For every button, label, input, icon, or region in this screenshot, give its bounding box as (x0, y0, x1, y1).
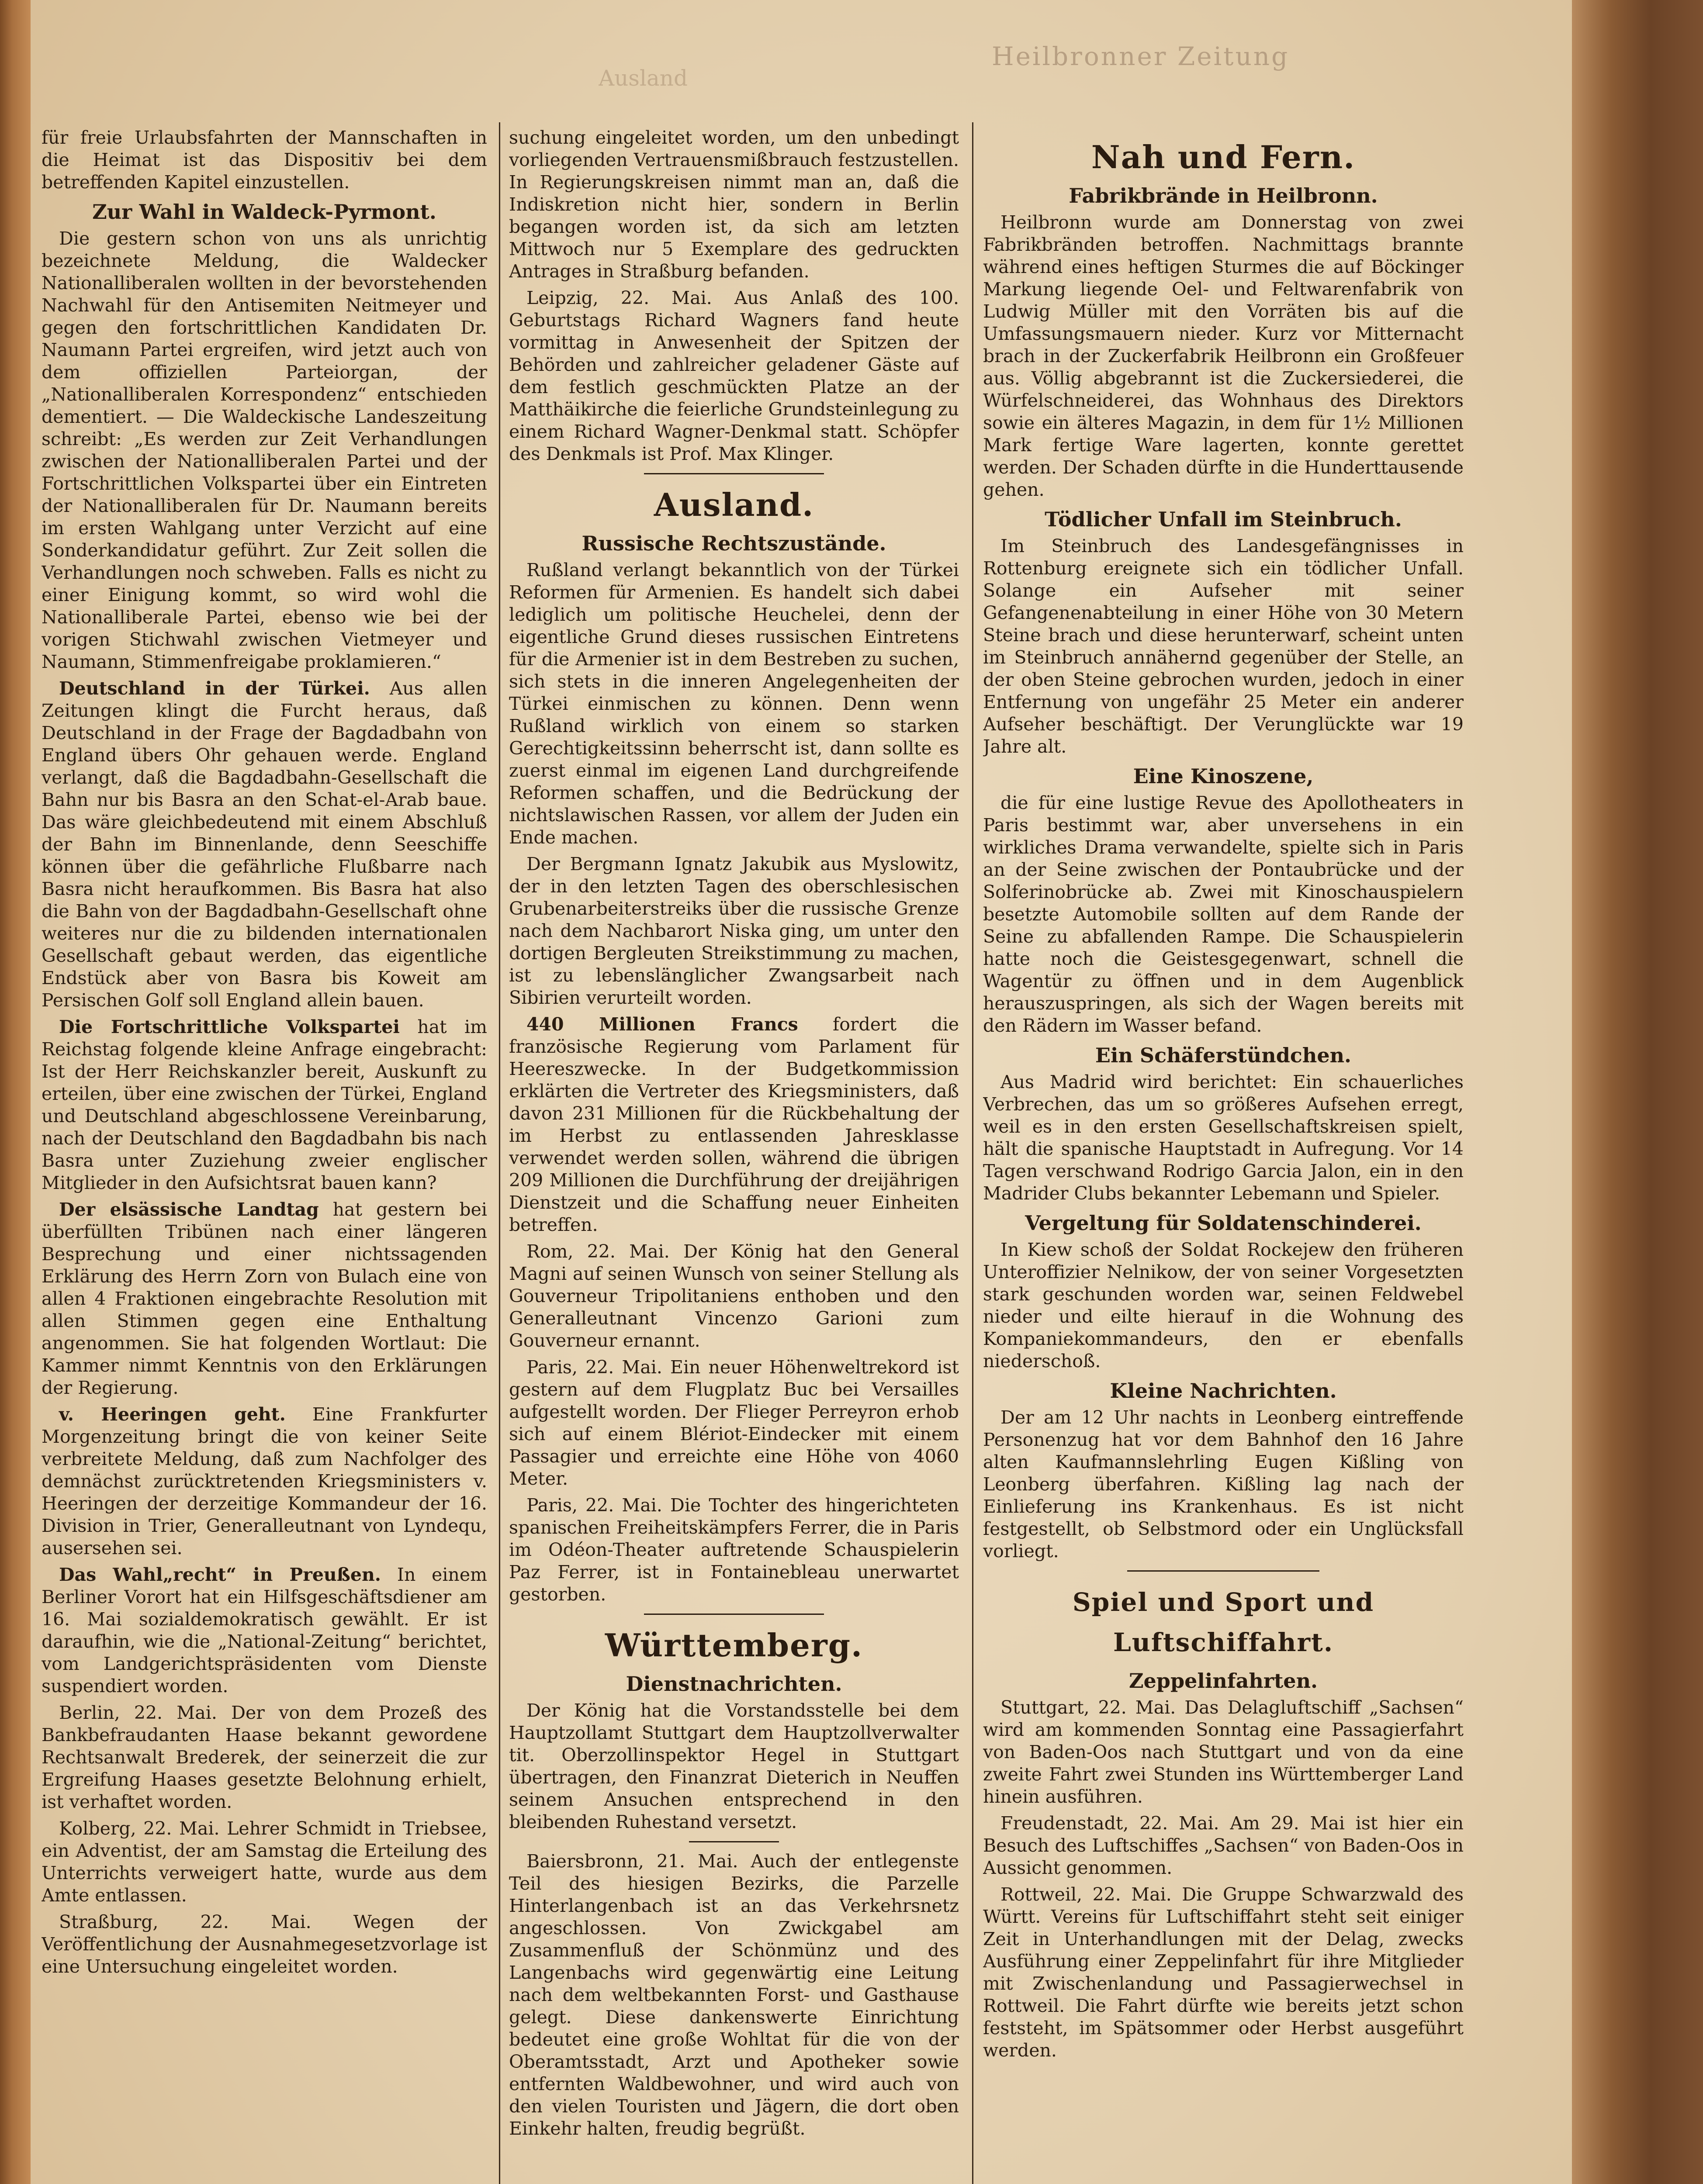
section-heading-wuerttemberg: Württemberg. (605, 1627, 863, 1664)
section-divider (644, 1614, 824, 1615)
article-waldeck: Die gestern schon von uns als unrichtig bezeichnete Meldung, die Waldecker Nationalliberalen wollten in der bevorstehenden Nachwahl für den Antisemiten Neitmeyer und gegen den fortschrittlichen Kandidaten Dr. Naumann Partei ergreifen, wird jetzt auch von dem offiziellen Parteiorgan, der „Nationalliberalen Korrespondenz“ entschieden dementiert. — Die Waldeckische Landeszeitung schreibt: „Es werden zur Zeit Verhandlungen zwischen der Nationalliberalen Partei und der Fortschrittlichen Volkspartei über ein Eintreten der Nationalliberalen für Dr. Naumann bereits im ersten Wahlgang unter Verzicht auf eine Sonderkandidatur geführt. Zur Zeit sollen die Verhandlungen noch schweben. Falls es nicht zu einer Einigung kommt, so wird wohl die Nationalliberale Partei, ebenso wie bei der vorigen Stichwahl zwischen Vietmeyer und Naumann, Stimmenfreigabe proklamieren.“ (42, 228, 487, 672)
lead-landtag: Der elsässische Landtag (59, 1199, 319, 1220)
heading-kinoszene: Eine Kinoszene, (1133, 764, 1314, 788)
column-rule-left (499, 122, 500, 2184)
page-edge-stack (1572, 0, 1703, 2184)
article-leipzig: Leipzig, 22. Mai. Aus Anlaß des 100. Geburtstags Richard Wagners fand heute vormittag in Anwesenheit der Spitzen der Behörden und zahlreicher geladener Gäste auf dem festlich geschmückten Platze an der Matthäikirche die feierliche Grundsteinlegung zu einem Richard Wagner-Denkmal statt. Schöpfer des Denkmals ist Prof. Max Klinger. (509, 287, 959, 464)
article-strassburg: Straßburg, 22. Mai. Wegen der Veröffentlichung der Ausnahmegesetzvorlage ist eine Untersuchung eingeleitet worden. (42, 1911, 487, 1977)
article-zeppelin-stuttgart: Stuttgart, 22. Mai. Das Delagluftschiff „Sachsen“ wird am kommenden Sonntag eine Passagierfahrt von Baden-Oos nach Stuttgart und von da eine zweite Fahrt zwei Stunden ins Württemberger Land hinein ausführen. (983, 1697, 1464, 1807)
article-schaeferstuendchen: Aus Madrid wird berichtet: Ein schauerliches Verbrechen, das um so größeres Aufsehen erregt, weil es in den ersten Gesellschaftskreisen spielt, hält die spanische Hauptstadt in Aufregung. Vor 14 Tagen verschwand Rodrigo Garcia Jalon, ein in den Madrider Clubs bekannter Lebemann und Spieler. (983, 1071, 1464, 1204)
article-turkei: Aus allen Zeitungen klingt die Furcht heraus, daß Deutschland in der Frage der Bagdadbahn von England übers Ohr gehauen werde. England verlangt, daß die Bagdadbahn-Gesellschaft die Bahn nur bis Basra an den Schat-el-Arab baue. Das wäre gleichbedeutend mit einem Abschluß der Bahn im Binnenlande, denn Seeschiffe können über die gefährliche Flußbarre nach Basra nicht heraufkommen. Bis Basra hat also die Bahn von der Bagdadbahn-Gesellschaft ohne weiteres nur die zu bildenden internationalen Gesellschaft gebaut werden, das eigentliche Endstück aber von Basra bis Koweit am Persischen Golf soll England allein bauen. (42, 678, 487, 1011)
section-divider (644, 473, 824, 474)
running-head: Heilbronner Zeitung (992, 41, 1290, 71)
article-wahlrecht: In einem Berliner Vorort hat ein Hilfsgeschäftsdiener am 16. Mai sozialdemokratisch gewählt. Er ist daraufhin, wie die „National-Zeitung“ berichtet, vom Landgerichtspräsidenten vom Dienste suspendiert worden. (42, 1564, 487, 1697)
heading-russland: Russische Rechtszustände. (582, 532, 886, 555)
section-heading-ausland: Ausland. (654, 486, 814, 523)
heading-vergeltung: Vergeltung für Soldatenschinderei. (1025, 1211, 1422, 1235)
article-heeringen: Eine Frankfurter Morgenzeitung bringt die von keiner Seite verbreitete Meldung, daß zum Nachfolger des demnächst zurücktretenden Kriegsministers v. Heeringen der derzeitige Kommandeur der 16. Division in Trier, Generalleutnant von Lyndequ, ausersehen sei. (42, 1404, 487, 1559)
article-berlin: Berlin, 22. Mai. Der von dem Prozeß des Bankbefraudanten Haase bekannt gewordene Rechtsanwalt Brederek, der seinerzeit die zur Ergreifung Haases gesetzte Belohnung erhielt, ist verhaftet worden. (42, 1702, 487, 1812)
section-heading-sport: Spiel und Sport und Luftschiffahrt. (1072, 1587, 1374, 1657)
heading-unfall: Tödlicher Unfall im Steinbruch. (1045, 508, 1402, 531)
article-russland: Rußland verlangt bekanntlich von der Türkei Reformen für Armenien. Es handelt sich dabei lediglich um politische Heuchelei, denn der eigentliche Grund dieses russischen Eintretens für die Armenier ist in dem Bestreben zu suchen, sich stets in die inneren Angelegenheiten der Türkei einmischen zu können. Denn wenn Rußland wirklich von einem so starken Gerechtigkeitssinn beherrscht ist, dann sollte es zuerst einmal im eigenen Land durchgreifende Reformen schaffen, und die Bedrückung der nichtslawischen Rassen, vor allem der Juden ein Ende machen. (509, 560, 959, 848)
lead-heeringen: v. Heeringen geht. (59, 1404, 286, 1425)
lead-frankreich: 440 Millionen Francs (526, 1014, 798, 1035)
column-rule-right (972, 122, 973, 2184)
article-unfall: Im Steinbruch des Landesgefängnisses in Rottenburg ereignete sich ein tödlicher Unfall. Solange ein Aufseher mit seiner Gefangenenabteilung in einer Höhe von 30 Metern Steine brach und diese herunterwarf, scheint unten im Steinbruch annähernd gegenüber der Stelle, an der oben Steine gebrochen wurden, jedoch in einer Entfernung von ungefähr 25 Meter ein anderer Aufseher beschäftigt. Der Verunglückte war 19 Jahre alt. (983, 536, 1464, 757)
article-paris: Paris, 22. Mai. Ein neuer Höhenweltrekord ist gestern auf dem Flugplatz Buc bei Versailles aufgestellt worden. Der Flieger Perreyron erhob sich auf einem Blériot-Eindecker mit einem Passagier und erreichte eine Höhe von 4060 Meter. (509, 1357, 959, 1489)
heading-fabrikbraende: Fabrikbrände in Heilbronn. (1069, 184, 1378, 207)
article-kleine-nachrichten: Der am 12 Uhr nachts in Leonberg eintreffende Personenzug hat vor dem Bahnhof den 16 Jahre alten Kaufmannslehrling Eugen Kißling von Leonberg überfahren. Kißling lag nach der Einlieferung ins Krankenhaus. Es ist nicht festgestellt, ob Selbstmord oder ein Unglücksfall vorliegt. (983, 1407, 1464, 1562)
column-3 (983, 127, 1464, 2184)
article-zeppelin-rottweil: Rottweil, 22. Mai. Die Gruppe Schwarzwald des Württ. Vereins für Luftschiffahrt steht seit einiger Zeit in Unterhandlungen mit der Delag, zwecks Ausführung einer Zeppelinfahrt für ihre Mitglieder mit Zwischenlandung und Passagierwechsel in Rottweil. Die Fahrt dürfte wie bereits jetzt schon feststeht, im Spätsommer oder Herbst ausgeführt werden. (983, 1884, 1464, 2061)
article-dienstnachrichten: Der König hat die Vorstandsstelle bei dem Hauptzollamt Stuttgart dem Hauptzollverwalter tit. Oberzollinspektor Hegel in Stuttgart übertragen, den Finanzrat Dieterich in Neuffen seinem Ansuchen entsprechend in den bleibenden Ruhestand versetzt. (509, 1700, 959, 1832)
article-kinoszene: die für eine lustige Revue des Apollotheaters in Paris bestimmt war, aber unversehens in ein wirkliches Drama verwandelte, spielte sich in Paris an der Seine zwischen der Pontaubrücke und der Solferinobrücke ab. Zwei mit Kinoschauspielern besetzte Automobile sollten auf dem Rande der Seine zu abfallenden Rampe. Die Schauspielerin hatte noch die Geistesgegenwart, schnell die Wagentür zu öffnen und in dem Augenblick herauszuspringen, als sich der Wagen bereits mit den Rädern im Wasser befand. (983, 792, 1464, 1036)
heading-kleine-nachrichten: Kleine Nachrichten. (1110, 1379, 1337, 1403)
intro-paragraph: für freie Urlaubsfahrten der Mannschaften in die Heimat ist das Dispositiv bei dem betreffenden Kapitel einzustellen. (42, 127, 487, 193)
article-strassburg-cont: suchung eingeleitet worden, um den unbedingt vorliegenden Vertrauensmißbrauch festzustellen. In Regierungskreisen nimmt man an, daß die Indiskretion nicht hier, sondern in Berlin begangen worden ist, da sich am letzten Mittwoch nur 5 Exemplare des gedruckten Antrages in Straßburg befanden. (509, 127, 959, 282)
lead-wahlrecht: Das Wahl„recht“ in Preußen. (59, 1564, 381, 1585)
article-zeppelin-freudenstadt: Freudenstadt, 22. Mai. Am 29. Mai ist hier ein Besuch des Luftschiffes „Sachsen“ von Baden-Oos in Aussicht genommen. (983, 1813, 1464, 1878)
heading-schaeferstuendchen: Ein Schäferstündchen. (1095, 1044, 1352, 1067)
heading-zeppelinfahrten: Zeppelinfahrten. (1128, 1669, 1318, 1693)
article-frankreich: fordert die französische Regierung vom Parlament für Heereszwecke. In der Budgetkommission erklärten die Vertreter des Kriegsministers, daß davon 231 Millionen für die Rückbehaltung der im Herbst zu entlassenden Jahresklasse verwendet werden sollen, während die übrigen 209 Millionen die Durchführung der dreijährigen Dienstzeit und die Schaffung neuer Einheiten betreffen. (509, 1014, 959, 1235)
article-fabrikbraende: Heilbronn wurde am Donnerstag von zwei Fabrikbränden betroffen. Nachmittags brannte während eines heftigen Sturmes die auf Böckinger Markung liegende Oel- und Feltwarenfabrik von Ludwig Müller mit den Vorräten bis auf die Umfassungsmauern nieder. Kurz vor Mitternacht brach in der Zuckerfabrik Heilbronn ein Großfeuer aus. Völlig abgebrannt ist die Zuckersiederei, die Würfelschneiderei, das Wohnhaus des Direktors sowie ein älteres Magazin, in dem für 1½ Millionen Mark fertige Ware lagerten, konnte gerettet werden. Der Schaden dürfte in die Hunderttausende gehen. (983, 212, 1464, 500)
article-kolberg: Kolberg, 22. Mai. Lehrer Schmidt in Triebsee, ein Adventist, der am Samstag die Erteilung des Unterrichts verweigert hatte, wurde aus dem Amte entlassen. (42, 1818, 487, 1906)
section-heading-nah-und-fern: Nah und Fern. (1091, 138, 1356, 176)
book-spine (0, 0, 31, 2184)
article-russland-2: Der Bergmann Ignatz Jakubik aus Myslowitz, der in den letzten Tagen des oberschlesischen Grubenarbeiterstreiks über die russische Grenze nach dem Nachbarort Niska ging, um unter den dortigen Bergleuten Streikstimmung zu machen, ist zu lebenslänglicher Zwangsarbeit nach Sibirien verurteilt worden. (509, 854, 959, 1008)
column-2 (509, 127, 959, 2184)
section-divider (1127, 1570, 1319, 1572)
lead-fvp: Die Fortschrittliche Volkspartei (59, 1016, 400, 1037)
column-1 (42, 127, 487, 2184)
article-paris-2: Paris, 22. Mai. Die Tochter des hingerichteten spanischen Freiheitskämpfers Ferrer, die in Paris im Odéon-Theater auftretende Schauspielerin Paz Ferrer, ist in Fontainebleau unerwartet gestorben. (509, 1495, 959, 1605)
lead-turkei: Deutschland in der Türkei. (59, 678, 370, 699)
section-divider (689, 1841, 779, 1842)
article-fvp: hat im Reichstag folgende kleine Anfrage eingebracht: Ist der Herr Reichskanzler bereit, Auskunft zu erteilen, über eine zwischen der Türkei, England und Deutschland abgeschlossene Vereinbarung, nach der Deutschland den Bagdadbahn bis nach Basra unter Zuziehung zweier englischer Mitglieder in den Aufsichtsrat bauen kann? (42, 1016, 487, 1193)
article-rom: Rom, 22. Mai. Der König hat den General Magni auf seinen Wunsch von seiner Stellung als Gouverneur Tripolitaniens enthoben und den Generalleutnant Vincenzo Garioni zum Gouverneur ernannt. (509, 1241, 959, 1351)
bleed-through-text: Ausland (599, 66, 688, 91)
article-baiersbronn: Baiersbronn, 21. Mai. Auch der entlegenste Teil des hiesigen Bezirks, die Parzelle Hinterlangenbach ist an das Verkehrsnetz angeschlossen. Von Zwickgabel am Zusammenfluß der Schönmünz und des Langenbachs wird gegenwärtig eine Leitung nach dem weltbekannten Forst- und Gasthause gelegt. Diese dankenswerte Einrichtung bedeutet eine große Wohltat für die von der Oberamtsstadt, Arzt und Apotheker sowie entfernten Waldbewohner, und wird auch von den vielen Touristen und Jägern, die dort oben Einkehr halten, freudig begrüßt. (509, 1851, 959, 2139)
heading-waldeck: Zur Wahl in Waldeck-Pyrmont. (92, 200, 436, 224)
article-landtag: hat gestern bei überfüllten Tribünen nach einer längeren Besprechung und einer nichtssagenden Erklärung des Herrn Zorn von Bulach eine von allen 4 Fraktionen eingebrachte Resolution mit allen Stimmen gegen eine Enthaltung angenommen. Sie hat folgenden Wortlaut: Die Kammer nimmt Kenntnis von den Erklärungen der Regierung. (42, 1199, 487, 1398)
heading-dienstnachrichten: Dienstnachrichten. (626, 1672, 842, 1696)
article-vergeltung: In Kiew schoß der Soldat Rockejew den früheren Unteroffizier Nelnikow, der von seiner Vorgesetzten stark geschunden worden war, seinen Feldwebel nieder und eilte hierauf in die Wohnung des Kompaniekommandeurs, den er ebenfalls niederschoß. (983, 1239, 1464, 1372)
